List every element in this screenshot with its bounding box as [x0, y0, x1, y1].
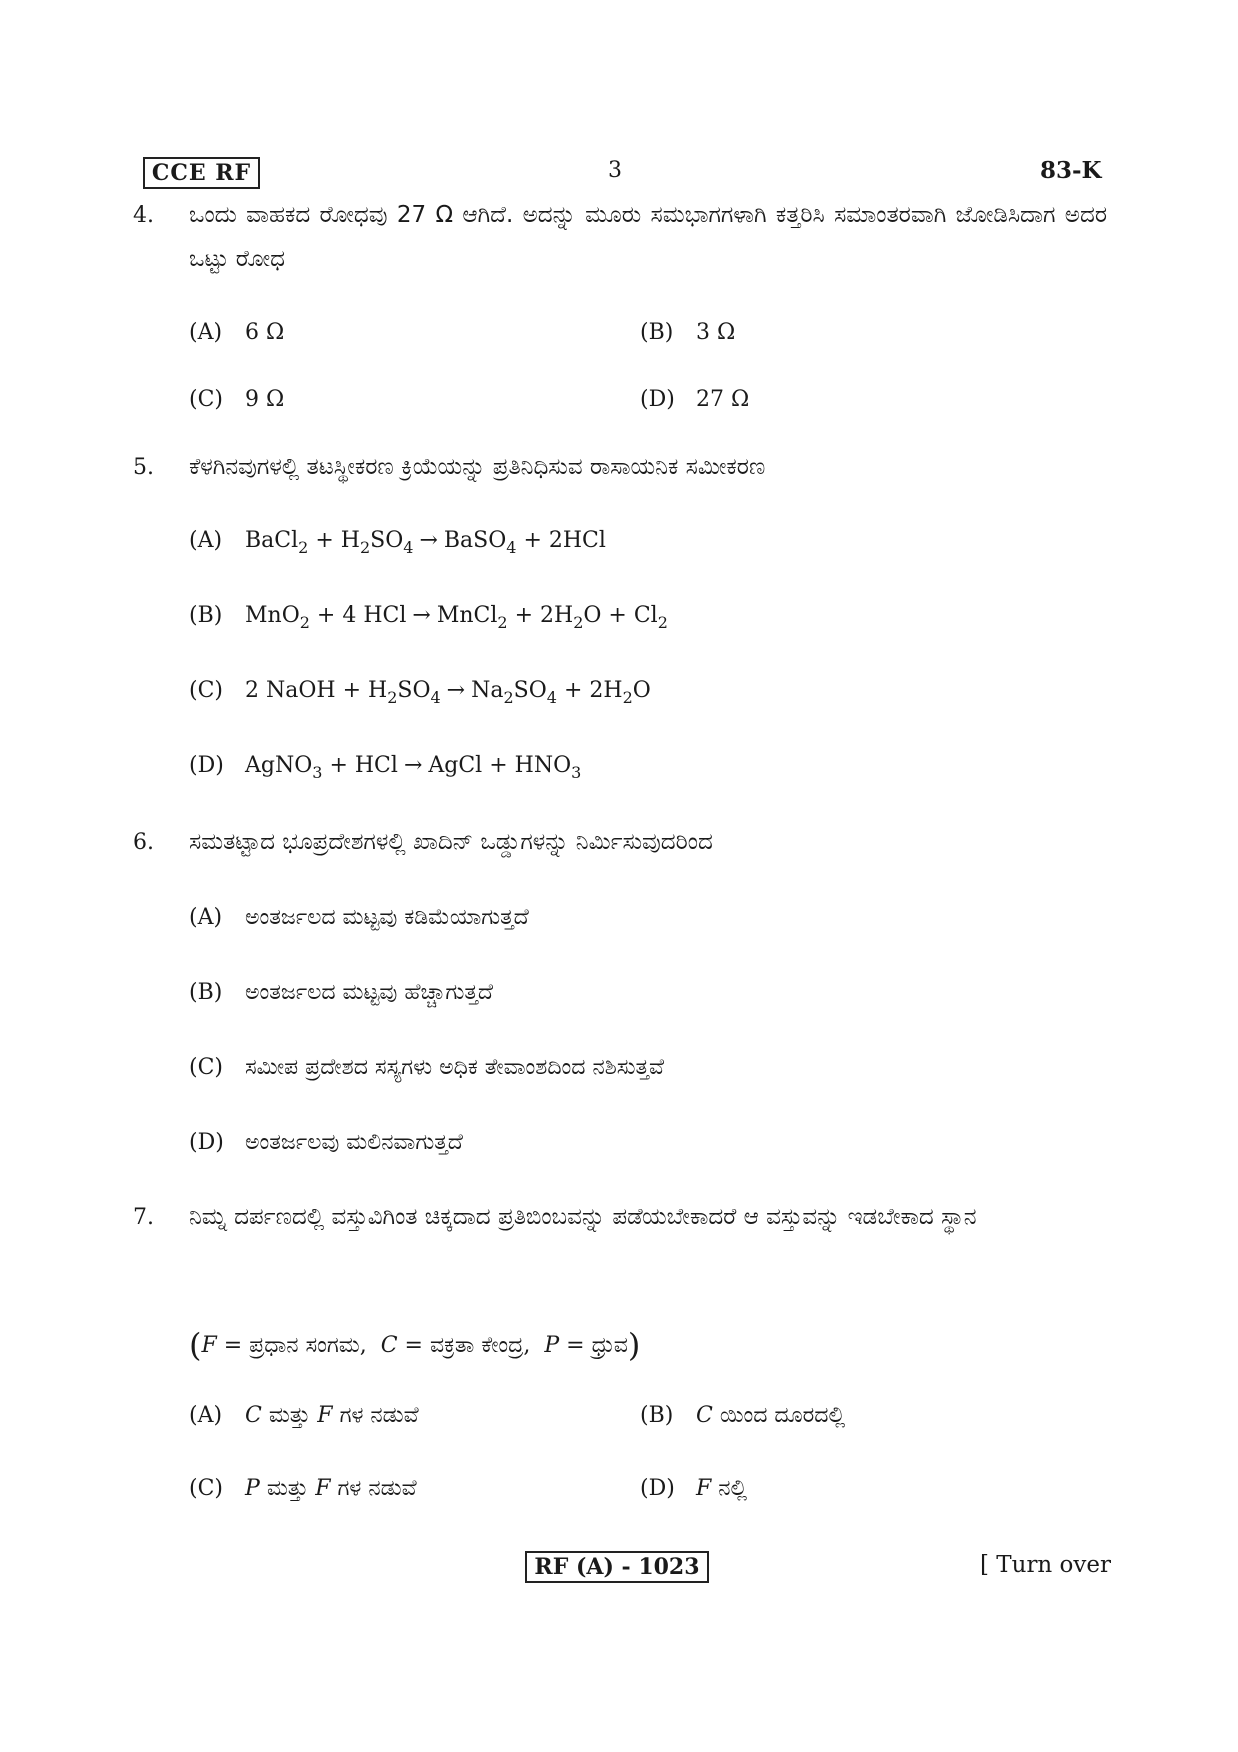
q4-option-a-text: 6 Ω [245, 320, 285, 345]
paper-code: 83-K [1040, 157, 1102, 184]
q5-option-d-equation: AgNO$_3$ + HCl → AgCl + $HNO_3$ [245, 753, 582, 782]
q5-option-a-label: (A) [189, 528, 223, 553]
footer-code-box: RF (A) - 1023 [525, 1551, 709, 1583]
question-5-text: ಕೆಳಗಿನವುಗಳಲ್ಲಿ ತಟಸ್ಥೀಕರಣ ಕ್ರಿಯೆಯನ್ನು ಪ್ರತಿನಿಧಿಸುವ ರಾಸಾಯನಿಕ ಸಮೀಕರಣ [189, 454, 766, 480]
q7-option-c-text: P ಮತ್ತು F ಗಳ ನಡುವೆ [245, 1476, 417, 1501]
question-6-number: 6. [133, 830, 154, 855]
q5-option-c-equation: 2 NaOH + $H_2SO_4 \to Na_2SO_4 + 2H_2O$ [245, 678, 651, 707]
q4-option-d-label: (D) [640, 387, 675, 412]
q5-option-b-equation: MnO$_2$ + 4 HCl → MnCl$_2$ + $2H_2O + Cl_2$ [245, 603, 668, 632]
q4-option-c-label: (C) [189, 387, 223, 412]
q7-option-d-label: (D) [640, 1476, 675, 1501]
q5-option-d-label: (D) [189, 753, 224, 778]
header-code-box: CCE RF [143, 157, 260, 189]
question-7-number: 7. [133, 1205, 154, 1230]
q7-option-d-text: F ನಲ್ಲಿ [696, 1476, 748, 1501]
turn-over-label: [ Turn over [980, 1552, 1112, 1578]
q4-option-c-text: 9 Ω [245, 387, 285, 412]
question-6-text: ಸಮತಟ್ಟಾದ ಭೂಪ್ರದೇಶಗಳಲ್ಲಿ ಖಾದಿನ್ ಒಡ್ಡುಗಳನ್ನು ನಿರ್ಮಿಸುವುದರಿಂದ [189, 829, 713, 855]
question-4-number: 4. [133, 203, 154, 228]
q6-option-b-text: ಅಂತರ್ಜಲದ ಮಟ್ಟವು ಹೆಚ್ಚಾಗುತ್ತದೆ [245, 980, 493, 1005]
q7-option-b-text: C ಯಿಂದ ದೂರದಲ್ಲಿ [696, 1403, 846, 1428]
q5-option-c-label: (C) [189, 678, 223, 703]
q7-option-c-label: (C) [189, 1476, 223, 1501]
q5-option-a-equation: BaCl$_2$ + $H_2SO_4$ → BaSO$_4$ + 2HCl [245, 528, 606, 557]
q6-option-d-text: ಅಂತರ್ಜಲವು ಮಲಿನವಾಗುತ್ತದೆ [245, 1130, 463, 1155]
q7-definitions: (F = ಪ್ರಧಾನ ಸಂಗಮ, C = ವಕ್ರತಾ ಕೇಂದ್ರ, P = ಧ್ರುವ) [189, 1326, 641, 1364]
question-5-number: 5. [133, 455, 154, 480]
q6-option-d-label: (D) [189, 1130, 224, 1155]
q4-option-b-text: 3 Ω [696, 320, 736, 345]
q4-option-b-label: (B) [640, 320, 674, 345]
q6-option-a-label: (A) [189, 905, 223, 930]
q7-option-b-label: (B) [640, 1403, 674, 1428]
q7-option-a-label: (A) [189, 1403, 223, 1428]
q7-option-a-text: C ಮತ್ತು F ಗಳ ನಡುವೆ [245, 1403, 419, 1428]
q6-option-a-text: ಅಂತರ್ಜಲದ ಮಟ್ಟವು ಕಡಿಮೆಯಾಗುತ್ತದೆ [245, 905, 529, 930]
question-4-text: ಒಂದು ವಾಹಕದ ರೋಧವು 27 Ω ಆಗಿದೆ. ಅದನ್ನು ಮೂರು ಸಮಭಾಗಗಳಾಗಿ ಕತ್ತರಿಸಿ ಸಮಾಂತರವಾಗಿ ಜೋಡಿಸಿದಾಗ ಅದರ ಒಟ್ಟು ರೋಧ [189, 202, 1107, 272]
q4-option-a-label: (A) [189, 320, 223, 345]
question-7-text: ನಿಮ್ನ ದರ್ಪಣದಲ್ಲಿ ವಸ್ತುವಿಗಿಂತ ಚಿಕ್ಕದಾದ ಪ್ರತಿಬಿಂಬವನ್ನು ಪಡೆಯಬೇಕಾದರೆ ಆ ವಸ್ತುವನ್ನು ಇಡಬೇಕಾದ ಸ್ಥಾನ [189, 1204, 977, 1230]
page-number: 3 [608, 158, 622, 183]
q6-option-b-label: (B) [189, 980, 223, 1005]
q4-option-d-text: 27 Ω [696, 387, 750, 412]
q6-option-c-label: (C) [189, 1055, 223, 1080]
q5-option-b-label: (B) [189, 603, 223, 628]
q6-option-c-text: ಸಮೀಪ ಪ್ರದೇಶದ ಸಸ್ಯಗಳು ಅಧಿಕ ತೇವಾಂಶದಿಂದ ನಶಿಸುತ್ತವೆ [245, 1055, 664, 1080]
